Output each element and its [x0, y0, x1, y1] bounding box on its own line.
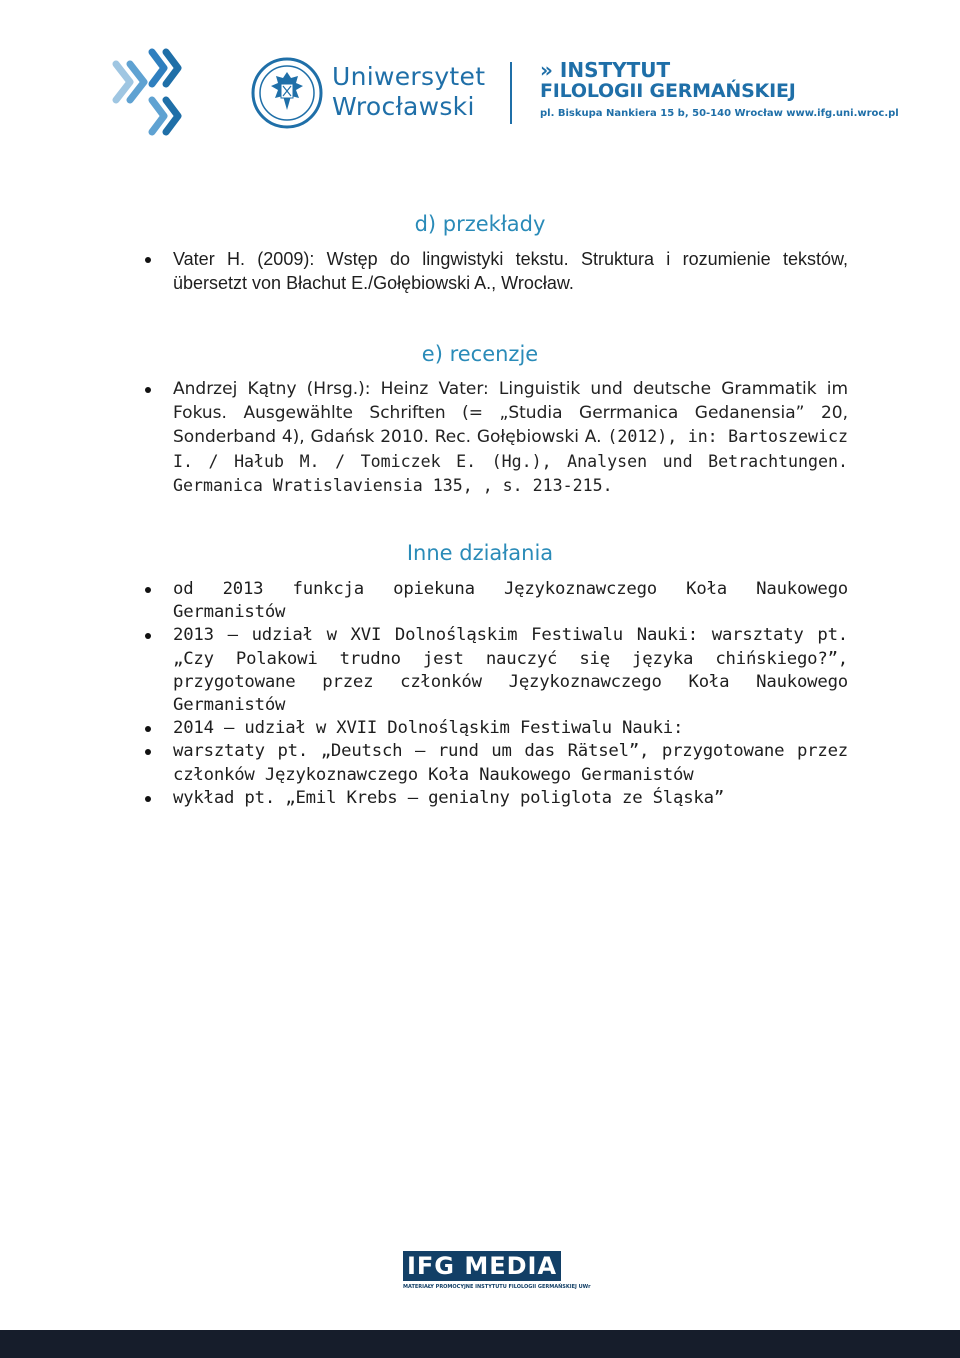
list-item: Vater H. (2009): Wstęp do lingwistyki tekstu. Struktura i rozumienie tekstów, übersetzt von Błachut E./Gołębiowski A., Wrocław.	[140, 248, 848, 295]
other-activities-list	[140, 578, 848, 810]
chevron-arrows-logo	[108, 42, 218, 152]
university-seal-icon	[250, 56, 324, 130]
list-item	[140, 378, 848, 499]
section-heading-translations: d) przekłady	[414, 212, 546, 236]
institute-name-line2: FILOLOGII GERMAŃSKIEJ	[540, 80, 796, 102]
section-heading-other-activities: Inne działania	[406, 541, 554, 565]
logo-text: IFG MEDIA	[406, 1252, 558, 1280]
university-name-line2: Wrocławski	[332, 92, 475, 121]
list-item: od 2013 funkcja opiekuna Językoznawczego Koła Naukowego Germanistów	[140, 578, 848, 624]
list-item: 2013 – udział w XVI Dolnośląskim Festiwalu Nauki: warsztaty pt. „Czy Polakowi trudno jest nauczyć się języka chińskiego?”, przygotowane przez członków Językoznawczego Koła Naukowego Germanistów	[140, 624, 848, 717]
section-heading-reviews: e) recenzje	[421, 342, 539, 366]
logo-subtitle: MATERIAŁY PROMOCYJNE INSTYTUTU FILOLOGII GERMAŃSKIEJ UWr	[403, 1284, 591, 1290]
list-item: wykład pt. „Emil Krebs – genialny poliglota ze Śląska”	[140, 787, 848, 810]
review-text-part1: Andrzej Kątny (Hrsg.): Heinz Vater: Linguistik und deutsche Grammatik im Fokus. Ausgewählte Schriften (= „Studia Gerrmanica Gedanensia” 20, Sonderband 4), Gdańsk 2010. Rec. Gołębiowski A.	[173, 379, 848, 447]
institute-address: pl. Biskupa Nankiera 15 b, 50-140 Wrocław www.ifg.uni.wroc.pl	[540, 108, 899, 119]
ifg-media-logo	[403, 1251, 591, 1293]
reviews-list	[140, 378, 848, 499]
list-item: 2014 – udział w XVII Dolnośląskim Festiwalu Nauki:	[140, 717, 848, 740]
translations-list	[140, 248, 848, 295]
list-item: warsztaty pt. „Deutsch – rund um das Rätsel”, przygotowane przez członków Językoznawczego Koła Naukowego Germanistów	[140, 740, 848, 786]
institute-name-line1: » INSTYTUT	[540, 58, 671, 82]
university-name	[332, 62, 485, 122]
university-name-line1: Uniwersytet	[332, 62, 486, 91]
page-header	[0, 0, 960, 170]
bottom-bar	[0, 1330, 960, 1358]
review-text-part2: (2012), in: Bartoszewicz I. / Hałub M. / Tomiczek E. (Hg.), Analysen und Betrachtungen. Germanica Wratislaviensia 135, , s. 213-215.	[173, 427, 848, 495]
header-divider	[510, 62, 512, 124]
